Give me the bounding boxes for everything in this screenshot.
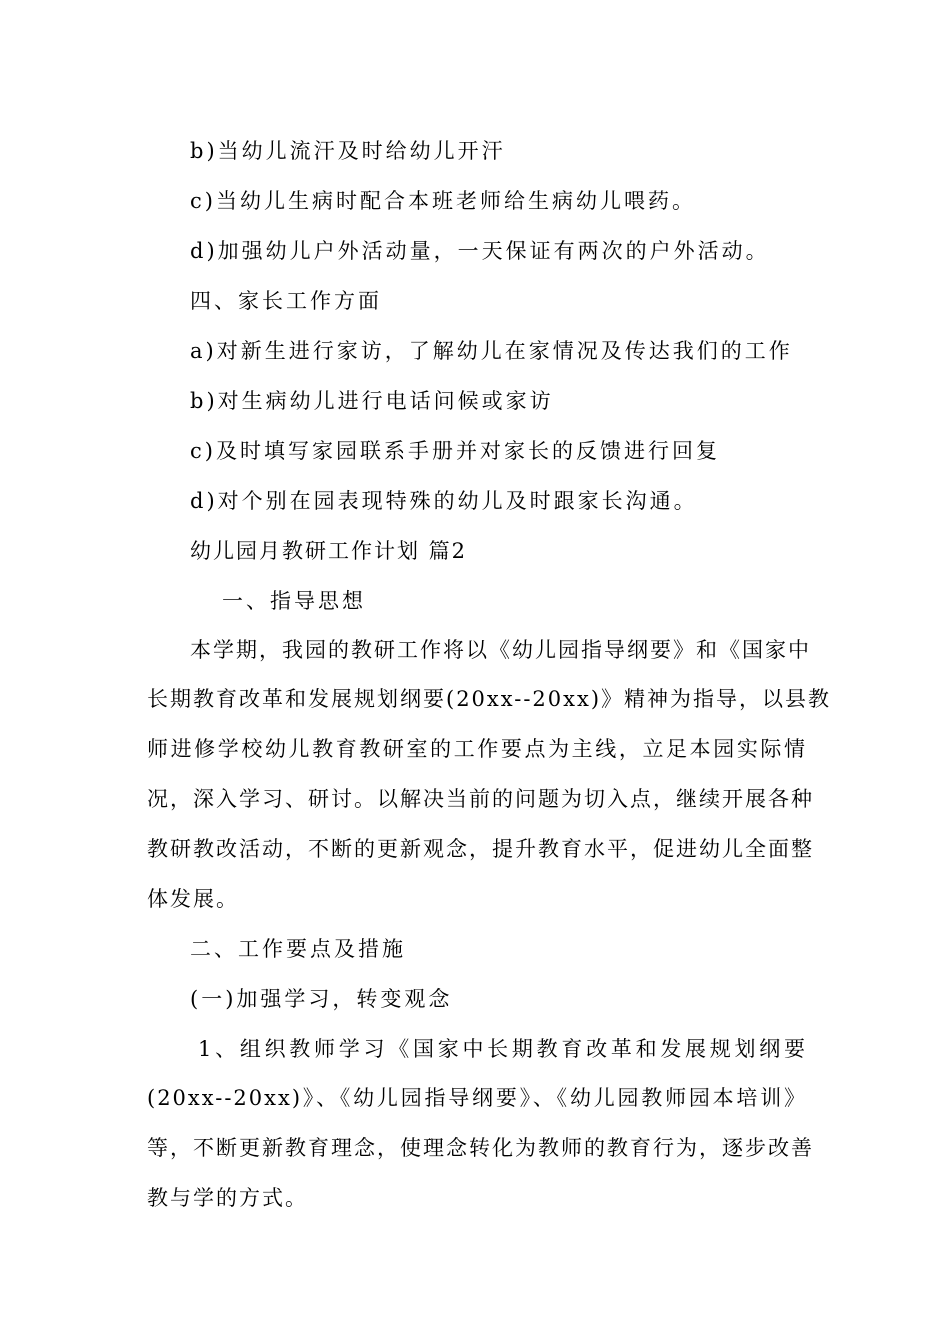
work-points-heading: 二、工作要点及措施 [190, 937, 406, 961]
item1-line: 1、组织教师学习《国家中长期教育改革和发展规划纲要 [198, 1037, 807, 1061]
guiding-heading: 一、指导思想 [222, 589, 366, 613]
parent-item-a: a)对新生进行家访，了解幼儿在家情况及传达我们的工作 [190, 339, 793, 363]
section-four-heading: 四、家长工作方面 [190, 289, 382, 313]
guiding-paragraph-line: 况，深入学习、研讨。以解决当前的问题为切入点，继续开展各种 [147, 787, 814, 811]
sub-section-heading: (一)加强学习，转变观念 [190, 987, 453, 1011]
care-item-c: c)当幼儿生病时配合本班老师给生病幼儿喂药。 [190, 189, 696, 213]
parent-item-c: c)及时填写家园联系手册并对家长的反馈进行回复 [190, 439, 720, 463]
item1-line: 教与学的方式。 [147, 1186, 308, 1210]
guiding-paragraph-line: 本学期，我园的教研工作将以《幼儿园指导纲要》和《国家中 [190, 638, 811, 662]
guiding-paragraph-line: 师进修学校幼儿教育教研室的工作要点为主线，立足本园实际情 [147, 737, 807, 761]
parent-item-b: b)对生病幼儿进行电话问候或家访 [190, 389, 554, 413]
care-item-b: b)当幼儿流汗及时给幼儿开汗 [190, 139, 506, 163]
item1-line: 等，不断更新教育理念，使理念转化为教师的教育行为，逐步改善 [147, 1136, 814, 1160]
item1-line: (20xx--20xx)》、《幼儿园指导纲要》、《幼儿园教师园本培训》 [147, 1086, 807, 1110]
guiding-paragraph-line: 长期教育改革和发展规划纲要(20xx--20xx)》精神为指导，以县教 [147, 687, 832, 711]
care-item-d: d)加强幼儿户外活动量，一天保证有两次的户外活动。 [190, 239, 770, 263]
parent-item-d: d)对个别在园表现特殊的幼儿及时跟家长沟通。 [190, 489, 698, 513]
guiding-paragraph-line: 教研教改活动，不断的更新观念，提升教育水平，促进幼儿全面整 [147, 837, 814, 861]
plan2-title: 幼儿园月教研工作计划 篇2 [190, 539, 468, 563]
guiding-paragraph-line: 体发展。 [147, 887, 239, 911]
